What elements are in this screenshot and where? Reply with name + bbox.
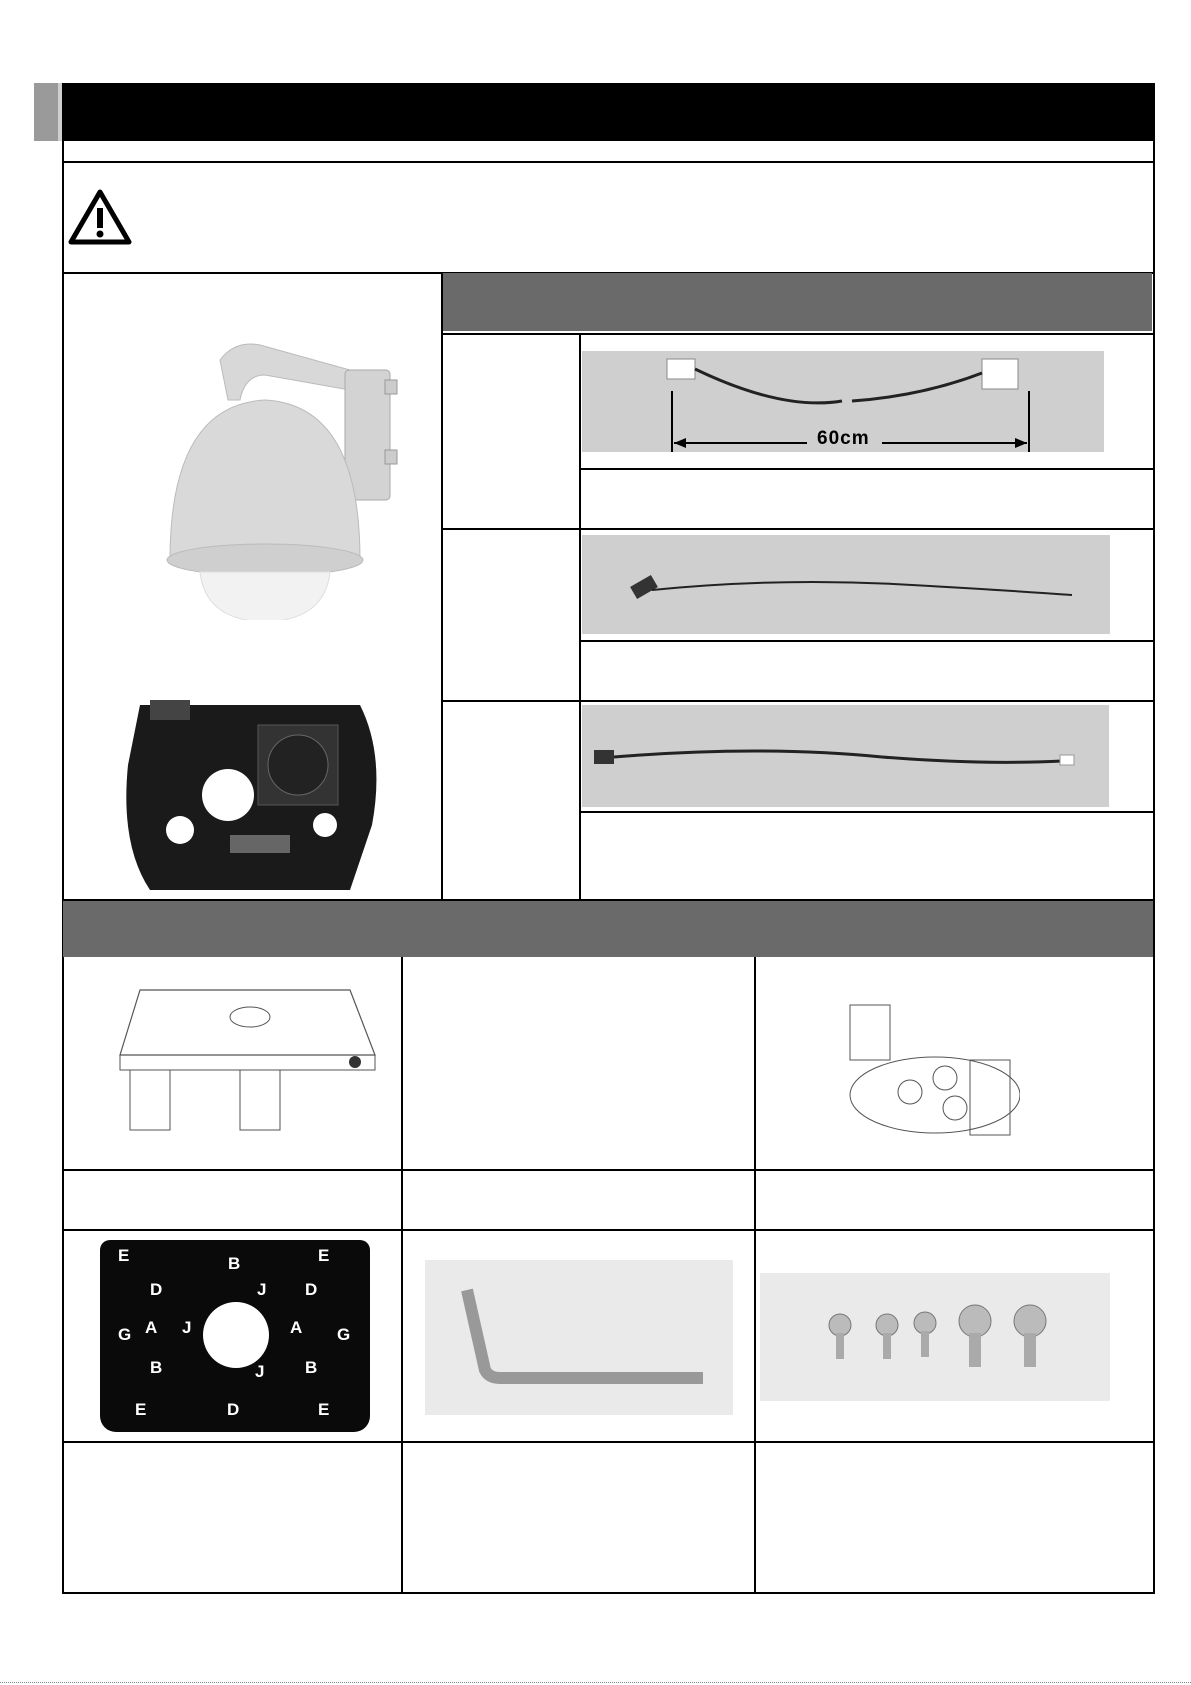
plate-label: J: [255, 1362, 265, 1381]
plate-label: E: [318, 1246, 330, 1265]
installation-parts-header: [63, 901, 1153, 957]
footer-dotted-line: [0, 1682, 1191, 1683]
dome-camera-image: [110, 340, 420, 620]
plate-label: E: [135, 1400, 147, 1419]
header-side-tab: [34, 83, 62, 141]
plate-label: G: [118, 1325, 132, 1344]
plate-label: E: [118, 1246, 130, 1265]
plate-label: B: [150, 1358, 163, 1377]
table-line: [441, 273, 443, 900]
table-line: [580, 640, 1153, 642]
dimension-label: 60cm: [817, 428, 870, 449]
table-line: [442, 333, 1153, 335]
mounting-bracket-drawing: [100, 980, 390, 1150]
warning-icon: [68, 188, 132, 246]
screws-photo: [760, 1273, 1110, 1401]
plate-label: B: [228, 1254, 241, 1273]
table-line: [62, 1169, 1155, 1171]
table-line: [442, 528, 1153, 530]
plate-label: B: [305, 1358, 318, 1377]
table-left-border: [62, 141, 64, 1594]
plate-label: D: [305, 1280, 318, 1299]
table-line: [62, 1441, 1155, 1443]
accessories-header: [442, 273, 1152, 331]
table-line: [401, 957, 403, 1594]
plate-label: E: [318, 1400, 330, 1419]
hex-key-photo: [425, 1260, 733, 1415]
table-line: [62, 161, 1155, 163]
table-line: [580, 468, 1153, 470]
table-line: [580, 811, 1153, 813]
plate-label: D: [150, 1280, 163, 1299]
table-line: [62, 1592, 1155, 1594]
plate-label: A: [145, 1318, 158, 1337]
plate-label: A: [290, 1318, 303, 1337]
table-line: [62, 899, 1155, 901]
plate-label: J: [182, 1318, 192, 1337]
ceiling-bracket-drawing: [840, 1000, 1020, 1140]
table-line: [579, 333, 581, 900]
table-line: [754, 957, 756, 1594]
plate-label: G: [337, 1325, 351, 1344]
dc-cable-photo: [582, 535, 1110, 634]
network-cable-photo: [582, 705, 1109, 807]
plate-label: D: [227, 1400, 240, 1419]
mounting-plate-photo: [100, 1240, 370, 1432]
table-right-border: [1153, 141, 1155, 1594]
table-line: [62, 1229, 1155, 1231]
table-line: [442, 700, 1153, 702]
circuit-board-image: [110, 695, 390, 890]
power-cable-photo: [582, 351, 1104, 452]
plate-label: J: [257, 1280, 267, 1299]
header-bar: [62, 83, 1155, 141]
